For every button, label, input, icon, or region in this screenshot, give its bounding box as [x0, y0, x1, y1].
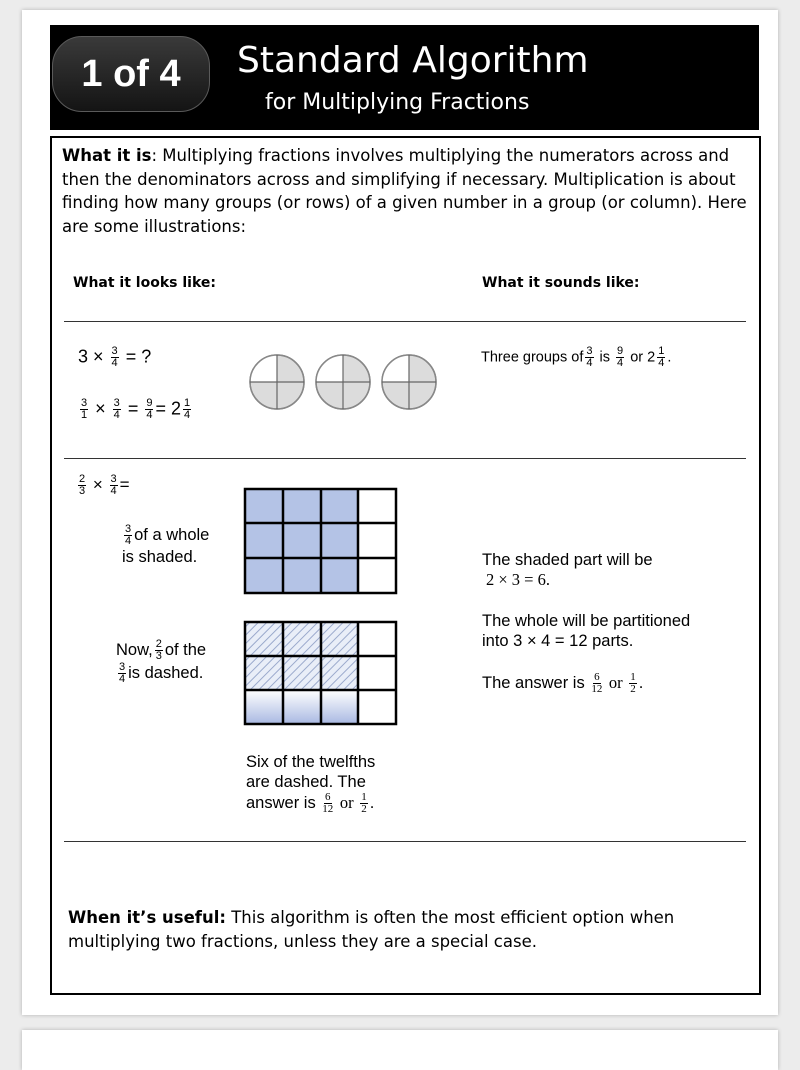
intro-text: : Multiplying fractions involves multiplying the numerators across and then the denominators across and simplifying if necessary. Multiplication is about finding how many groups (or rows) of a given number in a group (or column). Here are some illustrations: [62, 146, 747, 236]
three-quarter-circles [248, 351, 438, 413]
fraction: $\frac{6}{12}$ [591, 671, 603, 695]
circle-3 [382, 355, 436, 409]
shaded-caption: $\frac{3}{4}$ of a whole is shaded. [122, 523, 210, 566]
fraction: $\frac{3}{4}$ [119, 661, 126, 685]
fraction: $\frac{3}{4}$ [125, 523, 132, 547]
circle-1 [250, 355, 304, 409]
fraction: $\frac{9}{4}$ [146, 397, 153, 421]
divider-2 [64, 458, 746, 459]
grid-three-quarters-shaded [243, 487, 398, 595]
divider-1 [64, 321, 746, 322]
when-useful-label: When it’s useful: [68, 908, 226, 927]
fraction: $\frac{1}{4}$ [658, 345, 665, 369]
fraction: $\frac{2}{3}$ [79, 473, 86, 497]
fraction: $\frac{1}{2}$ [361, 791, 367, 815]
fraction: $\frac{3}{4}$ [586, 345, 593, 369]
fraction: $\frac{3}{4}$ [111, 345, 118, 369]
page-badge: 1 of 4 [52, 36, 210, 112]
fraction: $\frac{3}{1}$ [81, 397, 88, 421]
shaded-part-text: The shaded part will be 2 × 3 = 6. [482, 551, 653, 589]
shaded-bottom-row [245, 690, 358, 724]
when-useful-paragraph [68, 906, 748, 954]
sounds-like-heading: What it sounds like: [482, 275, 640, 291]
page-subtitle: for Multiplying Fractions [265, 90, 530, 115]
fraction: $\frac{1}{2}$ [630, 671, 636, 695]
grid-two-thirds-dashed [243, 620, 398, 726]
example1-sounds-like: Three groups of $\frac{3}{4}$ is $\frac{9}{4}$ or 2 $\frac{1}{4}$ . [481, 345, 672, 369]
fraction: $\frac{3}{4}$ [110, 473, 117, 497]
looks-like-heading: What it looks like: [73, 275, 216, 291]
fraction: $\frac{2}{3}$ [155, 638, 162, 662]
when-useful-text: This algorithm is often the most efficient option when multiplying two fractions, unless they are a special case. [68, 908, 675, 951]
example1-equation-2: $\frac{3}{1}$ × $\frac{3}{4}$ = $\frac{9}{4}$ = 2 $\frac{1}{4}$ [81, 397, 191, 421]
shaded-cells [245, 489, 358, 593]
fraction: $\frac{1}{4}$ [184, 397, 191, 421]
page-title: Standard Algorithm [237, 40, 589, 81]
dashed-caption: Now, $\frac{2}{3}$ of the $\frac{3}{4}$ is dashed. [116, 638, 207, 685]
example2-equation: $\frac{2}{3}$ × $\frac{3}{4}$ = [79, 473, 130, 497]
whole-partition-text: The whole will be partitioned into 3 × 4 = 12 parts. [482, 612, 691, 650]
answer-text: The answer is $\frac{6}{12}$ or $\frac{1}{2}$ . [482, 671, 644, 695]
circle-2 [316, 355, 370, 409]
fraction: $\frac{6}{12}$ [322, 791, 334, 815]
intro-label: What it is [62, 146, 152, 165]
six-twelfths-caption: Six of the twelfths are dashed. The answer is $\frac{6}{12}$ or $\frac{1}{2}$ . [246, 753, 376, 815]
fraction: $\frac{3}{4}$ [113, 397, 120, 421]
divider-3 [64, 841, 746, 842]
next-page-sheet [22, 1030, 778, 1070]
fraction: $\frac{9}{4}$ [617, 345, 624, 369]
example1-equation-1: 3 × $\frac{3}{4}$ = ? [78, 345, 152, 369]
intro-paragraph [62, 144, 752, 238]
